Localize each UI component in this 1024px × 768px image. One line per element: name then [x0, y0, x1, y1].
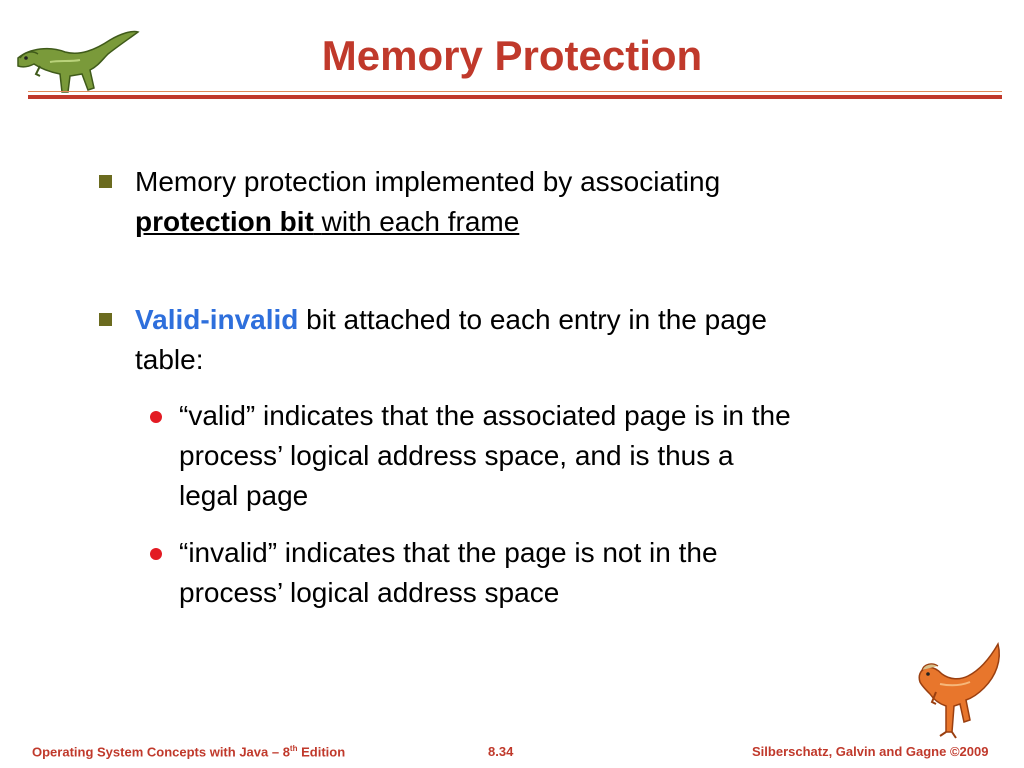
bullet-1-line-2 [135, 202, 519, 242]
footer-book-title [32, 744, 345, 759]
bullet-1-line-1: Memory protection implemented by associating [135, 166, 721, 197]
protection-bit-term: protection bit [135, 206, 314, 237]
red-dot-bullet-icon [150, 548, 162, 560]
sub-bullet-1-line-3: legal page [179, 480, 309, 511]
footer-slide-number: 8.34 [488, 744, 514, 759]
sub-bullet-1-line-1: “valid” indicates that the associated page is in the [179, 400, 791, 431]
orange-dinosaur-logo [910, 640, 1010, 745]
square-bullet-icon [99, 313, 112, 326]
bullet-1-line-2-rest: with each frame [321, 206, 520, 237]
sub-bullet-2-line-2: process’ logical address space [179, 577, 560, 608]
footer-book-title-main: Operating System Concepts with Java – 8 [32, 744, 290, 760]
slide-title: Memory Protection [321, 32, 703, 79]
footer-book-title-end: Edition [297, 744, 346, 760]
footer-authors: Silberschatz, Galvin and Gagne ©2009 [752, 744, 989, 759]
footer-edition-sup: th [289, 744, 298, 753]
square-bullet-icon [99, 175, 112, 188]
sub-bullet-2-line-1: “invalid” indicates that the page is not in the [179, 537, 718, 568]
red-dot-bullet-icon [150, 411, 162, 423]
bullet-2-line-1-rest: bit attached to each entry in the page [306, 304, 767, 335]
valid-invalid-term: Valid-invalid [135, 304, 299, 335]
sub-bullet-1-line-2: process’ logical address space, and is thus a [179, 440, 734, 471]
bullet-2-line-2: table: [135, 344, 204, 375]
bullet-2-line-1 [135, 300, 767, 340]
